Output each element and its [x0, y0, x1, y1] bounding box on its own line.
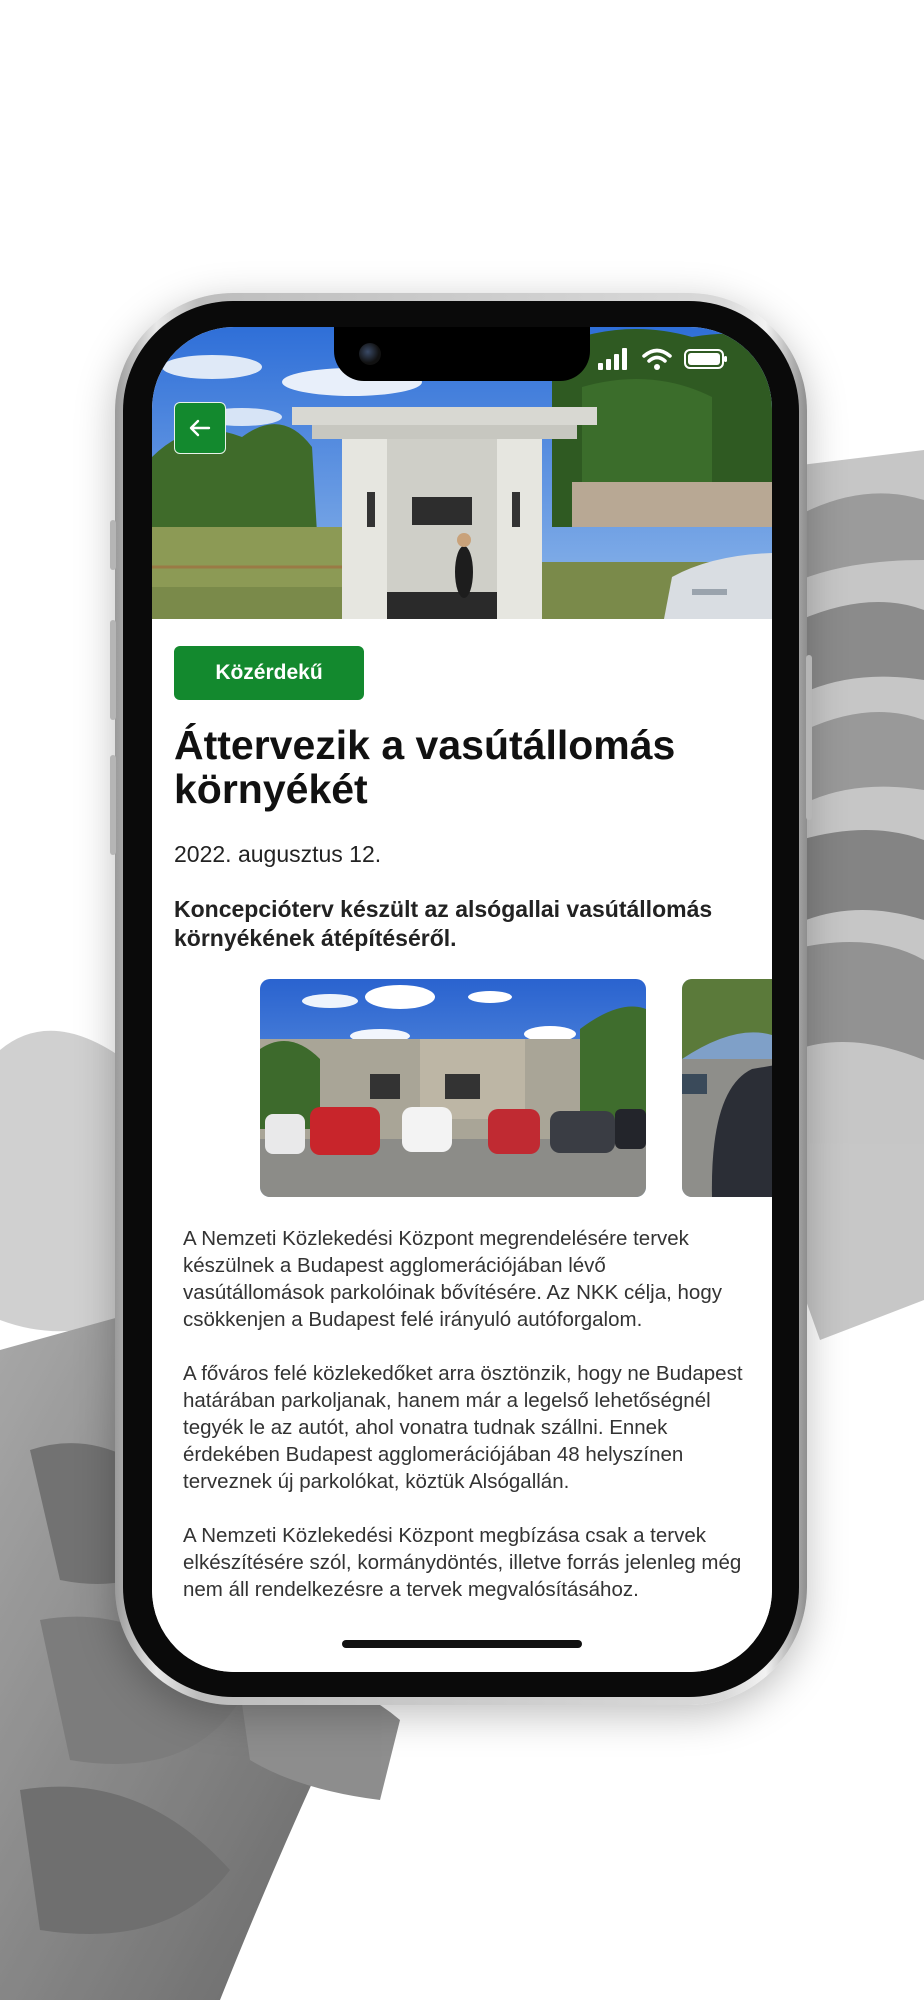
article-body — [183, 1225, 743, 1630]
article-date: 2022. augusztus 12. — [174, 841, 382, 867]
article-paragraph: A főváros felé közlekedőket arra ösztönzik, hogy ne Budapest határában parkoljanak, hanem már a legelső lehetőségnél tegyék le az autót, ahol vonatra tudnak szállni. Ennek érdekében Budapest agglomerációjában 48 helyszínen terveznek új parkolókat, köztük Alsógallán. — [183, 1362, 743, 1493]
arrow-left-icon — [189, 419, 211, 437]
home-indicator[interactable] — [342, 1640, 582, 1648]
wifi-icon — [642, 348, 672, 370]
photo-gallery[interactable] — [152, 979, 772, 1199]
article-lead: Koncepcióterv készült az alsógallai vasútállomás környékének átépítéséről. — [174, 896, 713, 951]
gallery-photo[interactable] — [260, 979, 646, 1197]
category-tag[interactable]: Közérdekű — [174, 646, 364, 700]
mute-switch — [110, 520, 116, 570]
front-camera — [359, 343, 381, 365]
power-button — [806, 655, 812, 820]
volume-down-button — [110, 755, 116, 855]
article-paragraph: A Nemzeti Közlekedési Központ megrendelésére tervek készülnek a Budapest agglomerációjában lévő vasútállomások parkolóinak bővítésére. Az NKK célja, hogy csökkenjen a Budapest felé irányuló autóforgalom. — [183, 1227, 722, 1331]
phone-screen — [152, 327, 772, 1672]
article-title: Áttervezik a vasútállomás környékét — [174, 722, 676, 812]
back-button[interactable] — [174, 402, 226, 454]
volume-up-button — [110, 620, 116, 720]
article-paragraph: A Nemzeti Közlekedési Központ megbízása csak a tervek elkészítésére szól, kormánydöntés, illetve forrás jelenleg még nem áll rendelkezésre a tervek megvalósításához. — [183, 1524, 742, 1601]
gallery-photo[interactable] — [682, 979, 772, 1197]
battery-icon — [684, 348, 728, 370]
article-content — [152, 619, 772, 1672]
status-bar — [598, 347, 728, 371]
cellular-signal-icon — [598, 348, 630, 370]
